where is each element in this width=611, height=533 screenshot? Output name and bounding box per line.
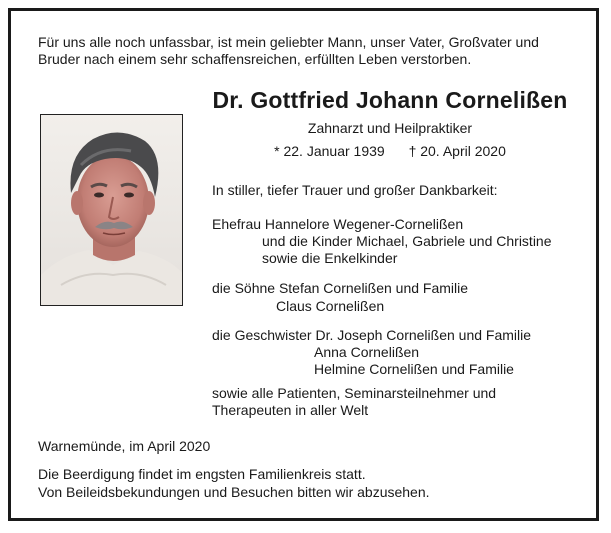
deceased-name: Dr. Gottfried Johann Cornelißen — [212, 87, 568, 113]
birth-date: * 22. Januar 1939 — [274, 143, 385, 159]
intro-line-2: Bruder nach einem sehr schaffensreichen, erfüllten Leben verstorben. — [38, 51, 472, 67]
mourning-statement: In stiller, tiefer Trauer und großer Dankbarkeit: — [212, 182, 498, 198]
siblings-line-2: Anna Cornelißen — [314, 344, 420, 360]
funeral-line-2: Von Beileidsbekundungen und Besuchen bitten wir abzusehen. — [38, 484, 430, 500]
others-line-2: Therapeuten in aller Welt — [212, 402, 369, 418]
death-date: † 20. April 2020 — [408, 143, 506, 159]
siblings-line-1: die Geschwister Dr. Joseph Cornelißen und Familie — [212, 327, 532, 343]
profession: Zahnarzt und Heilpraktiker — [307, 120, 473, 136]
portrait-image — [41, 115, 183, 306]
intro-line-1: Für uns alle noch unfassbar, ist mein geliebter Mann, unser Vater, Großvater und — [38, 34, 539, 50]
portrait-photo — [40, 114, 183, 306]
place-date: Warnemünde, im April 2020 — [38, 438, 211, 454]
sons-line-1: die Söhne Stefan Cornelißen und Familie — [212, 280, 469, 296]
wife-line-3: sowie die Enkelkinder — [262, 250, 398, 266]
funeral-line-1: Die Beerdigung findet im engsten Familienkreis statt. — [38, 466, 366, 482]
others-line-1: sowie alle Patienten, Seminarsteilnehmer und — [212, 385, 497, 401]
siblings-line-3: Helmine Cornelißen und Familie — [314, 361, 514, 377]
intro-text — [38, 34, 539, 68]
life-dates — [210, 143, 570, 160]
sons-line-2: Claus Cornelißen — [276, 298, 385, 314]
wife-line-1: Ehefrau Hannelore Wegener-Cornelißen — [212, 216, 464, 232]
wife-line-2: und die Kinder Michael, Gabriele und Christine — [262, 233, 552, 249]
